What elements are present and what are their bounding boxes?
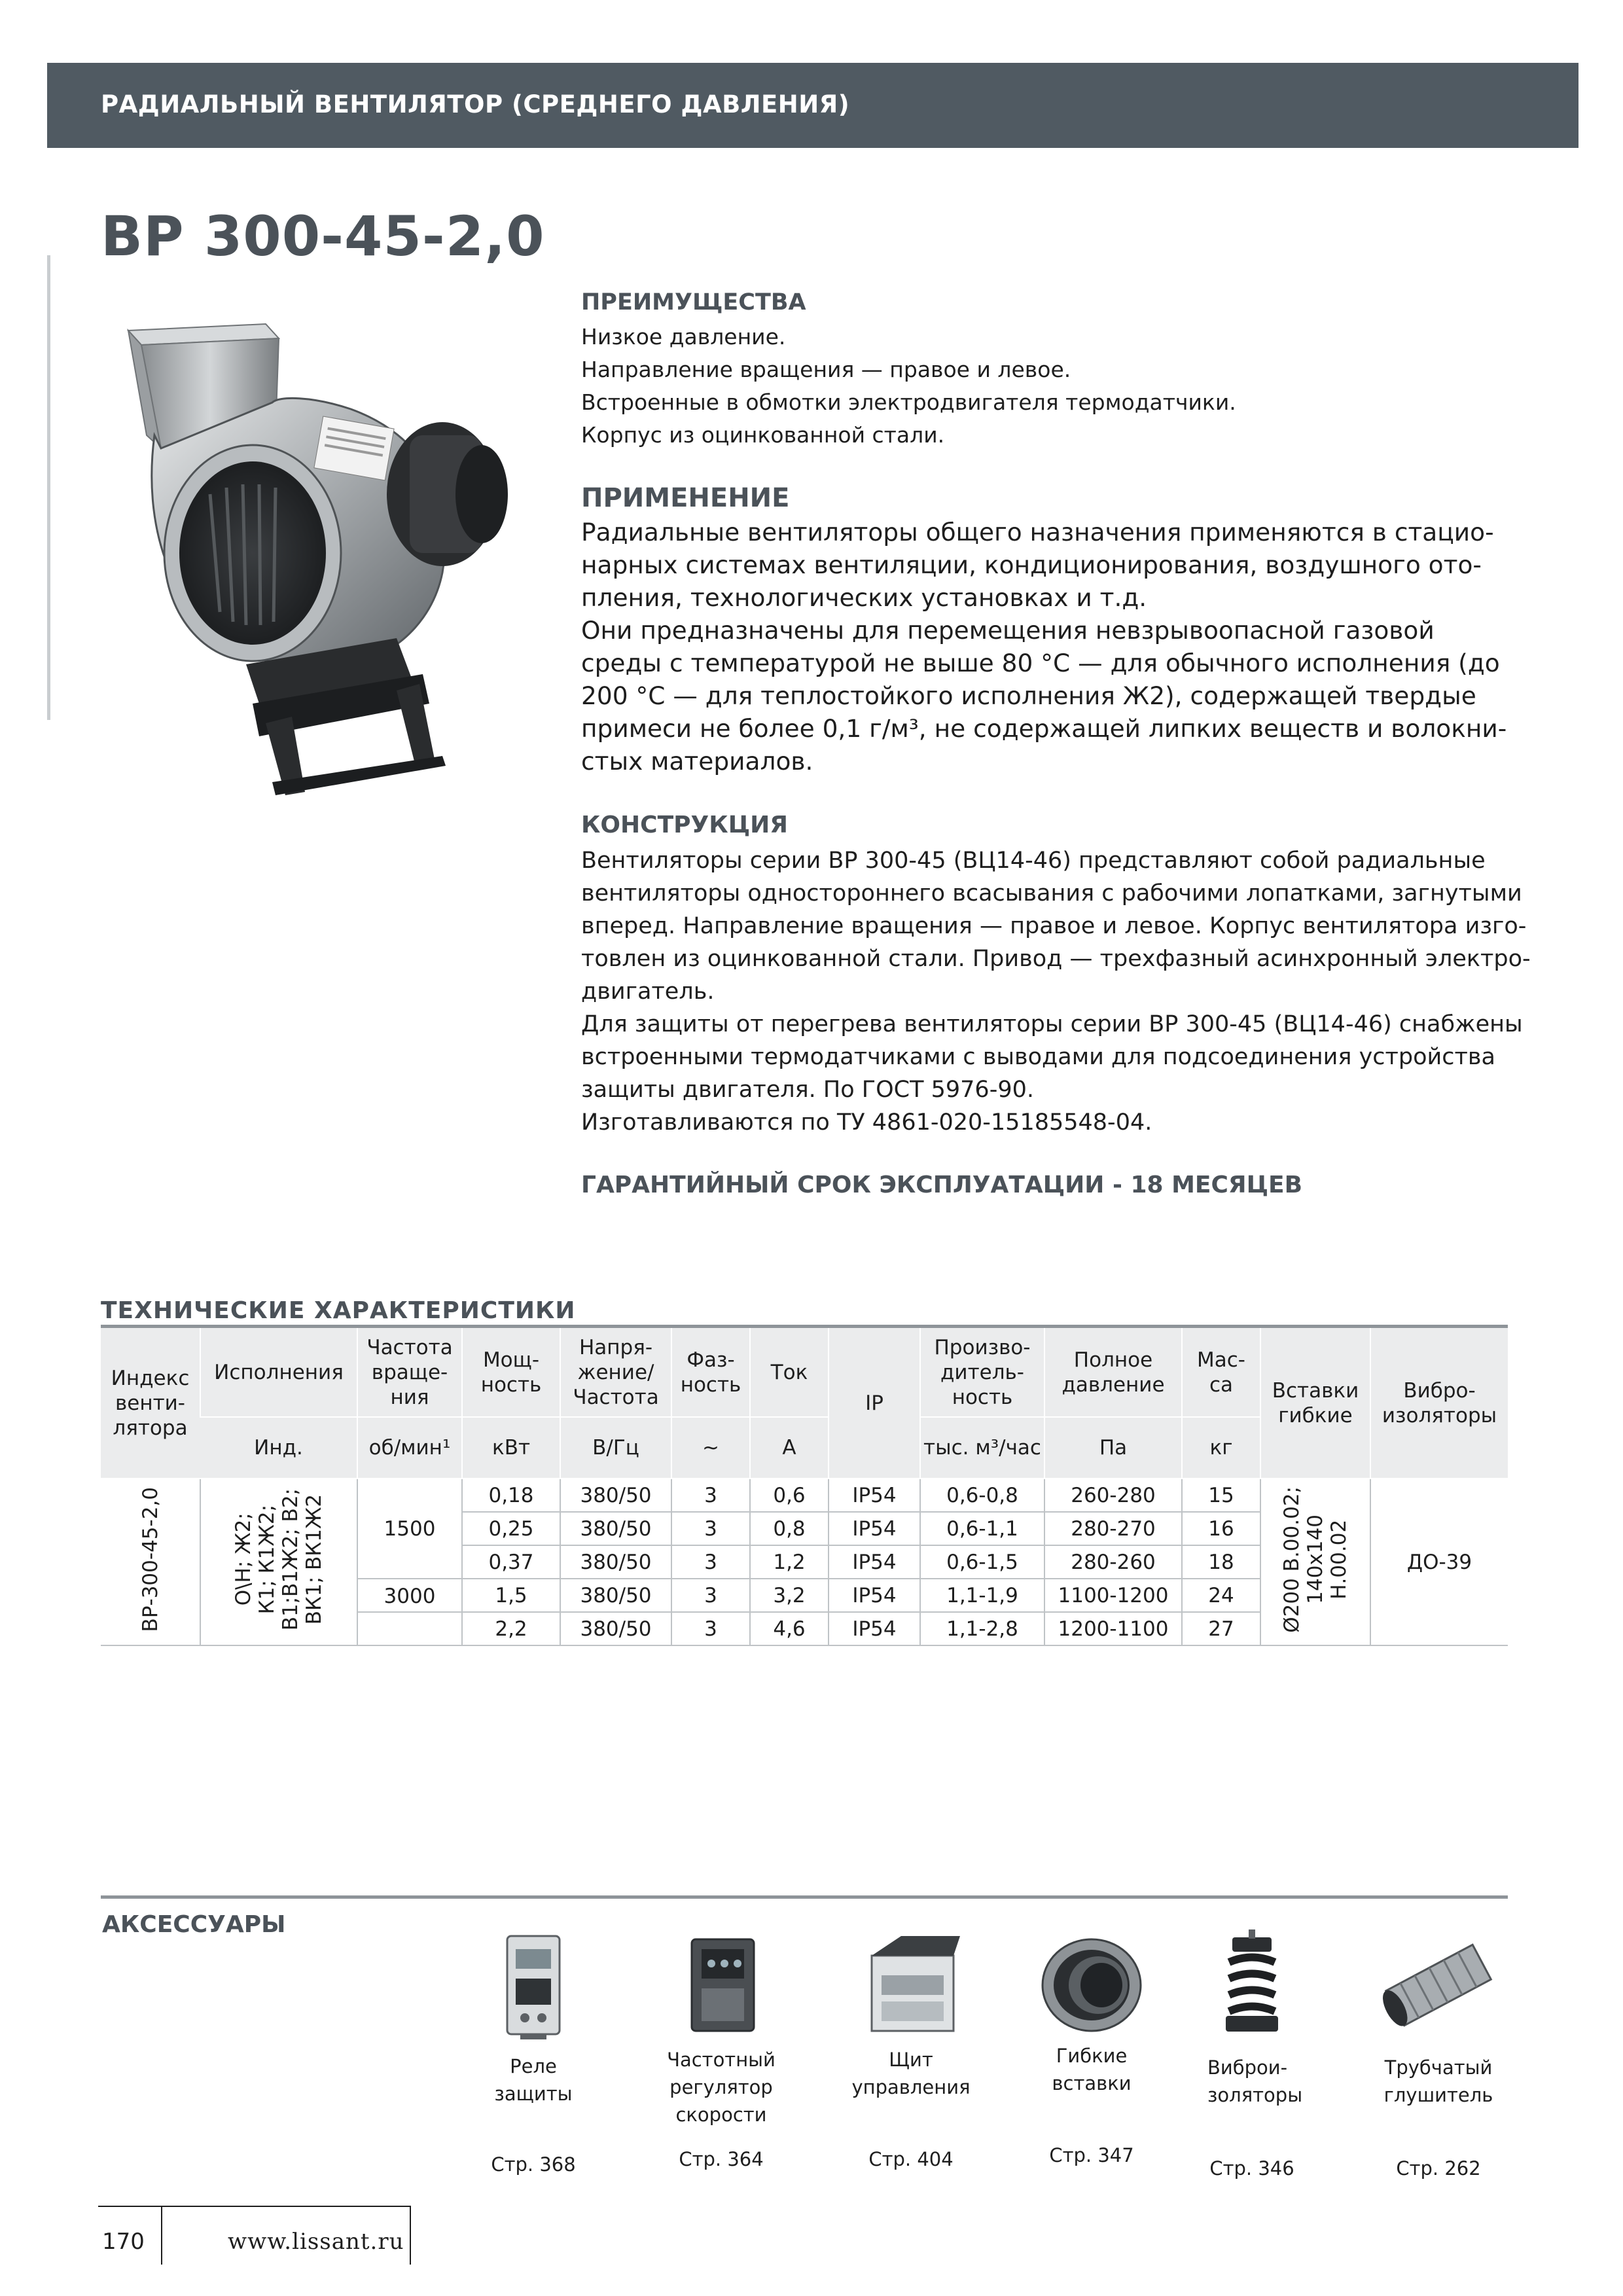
col-flow: Произво- дитель- ность <box>920 1328 1044 1417</box>
unit-power: кВт <box>462 1417 560 1479</box>
inserts-value: Ø200 В.00.02; 140х140 Н.00.02 <box>1280 1486 1351 1633</box>
flow-cell: 1,1-2,8 <box>920 1612 1044 1645</box>
footer-divider <box>161 2206 162 2265</box>
current-cell: 0,6 <box>750 1479 829 1512</box>
pressure-cell: 260-280 <box>1044 1479 1182 1512</box>
application-line: Радиальные вентиляторы общего назначения применяются в стацио- <box>581 518 1494 547</box>
left-rule <box>47 255 50 720</box>
unit-flow: тыс. м³/час <box>920 1417 1044 1479</box>
mass-cell: 15 <box>1182 1479 1260 1512</box>
col-current: Ток <box>750 1328 829 1417</box>
construction-line: встроенными термодатчиками с выводами для подсоединения устройства <box>581 1044 1496 1070</box>
voltage-cell: 380/50 <box>560 1479 671 1512</box>
col-mass: Мас- са <box>1182 1328 1260 1417</box>
advantage-line: Корпус из оцинкованной стали. <box>581 422 945 448</box>
unit-mass: кг <box>1182 1417 1260 1479</box>
mass-cell: 16 <box>1182 1512 1260 1545</box>
unit-current: А <box>750 1417 829 1479</box>
col-versions: Исполнения <box>200 1328 357 1417</box>
accessory-vibration-isolator[interactable] <box>1167 1929 1337 2179</box>
table-row <box>101 1479 1508 1512</box>
accessory-control-panel[interactable] <box>826 1929 996 2170</box>
power-cell: 0,18 <box>462 1479 560 1512</box>
accessory-relay[interactable] <box>448 1929 618 2176</box>
accessory-label: Частотный регулятор скорости <box>667 2049 776 2126</box>
application-line: нарных системах вентиляции, кондиционирования, воздушного ото- <box>581 550 1482 579</box>
voltage-cell: 380/50 <box>560 1512 671 1545</box>
ip-cell: IP54 <box>829 1545 920 1579</box>
voltage-cell: 380/50 <box>560 1612 671 1645</box>
mass-cell: 24 <box>1182 1579 1260 1612</box>
accessory-page[interactable]: Стр. 346 <box>1209 2157 1294 2179</box>
advantages-list <box>581 321 1236 452</box>
flow-cell: 0,6-0,8 <box>920 1479 1044 1512</box>
accessory-page[interactable]: Стр. 368 <box>491 2153 576 2176</box>
phase-cell: 3 <box>671 1479 750 1512</box>
ip-cell: IP54 <box>829 1479 920 1512</box>
application-heading: ПРИМЕНЕНИЕ <box>581 483 790 513</box>
unit-pressure: Па <box>1044 1417 1182 1479</box>
unit-phase: ~ <box>671 1417 750 1479</box>
application-line: пления, технологических установках и т.д. <box>581 583 1147 612</box>
ip-cell: IP54 <box>829 1612 920 1645</box>
application-line: примеси не более 0,1 г/м³, не содержащей липких веществ и волокни- <box>581 714 1507 743</box>
construction-line: защиты двигателя. По ГОСТ 5976-90. <box>581 1077 1034 1103</box>
index-value: ВР-300-45-2,0 <box>138 1486 162 1632</box>
col-index: Индекс венти- лятора <box>101 1328 200 1479</box>
frequency-cell: 3000 <box>357 1579 462 1612</box>
application-text <box>581 516 1507 778</box>
vibration-isolator-icon <box>1203 1929 1301 2041</box>
specs-title: ТЕХНИЧЕСКИЕ ХАРАКТЕРИСТИКИ <box>101 1297 576 1324</box>
col-ip: IP <box>829 1328 920 1479</box>
specs-table <box>101 1328 1508 1646</box>
warranty-note: ГАРАНТИЙНЫЙ СРОК ЭКСПЛУАТАЦИИ - 18 МЕСЯЦЕВ <box>581 1172 1303 1198</box>
pressure-cell: 1200-1100 <box>1044 1612 1182 1645</box>
header-bar <box>47 63 1578 148</box>
application-line: среды с температурой не выше 80 °С — для обычного исполнения (до <box>581 649 1500 677</box>
construction-line: Для защиты от перегрева вентиляторы серии ВР 300-45 (ВЦ14-46) снабжены <box>581 1011 1523 1037</box>
construction-text <box>581 844 1531 1139</box>
col-frequency: Частота враще- ния <box>357 1328 462 1417</box>
mass-cell: 27 <box>1182 1612 1260 1645</box>
construction-line: Вентиляторы серии ВР 300-45 (ВЦ14-46) представляют собой радиальные <box>581 848 1486 874</box>
fan-photo <box>115 298 541 808</box>
advantage-line: Низкое давление. <box>581 324 786 350</box>
construction-line: двигатель. <box>581 978 715 1005</box>
current-cell: 1,2 <box>750 1545 829 1579</box>
col-power: Мощ- ность <box>462 1328 560 1417</box>
col-inserts: Вставки гибкие <box>1260 1328 1370 1479</box>
accessory-label: Реле защиты <box>494 2055 573 2105</box>
phase-cell: 3 <box>671 1512 750 1545</box>
current-cell: 3,2 <box>750 1579 829 1612</box>
accessories-rule <box>101 1895 1508 1899</box>
col-pressure: Полное давление <box>1044 1328 1182 1417</box>
vibro-cell: ДО-39 <box>1370 1479 1508 1645</box>
unit-voltage: В/Гц <box>560 1417 671 1479</box>
pressure-cell: 1100-1200 <box>1044 1579 1182 1612</box>
col-vibro: Вибро- изоляторы <box>1370 1328 1508 1479</box>
col-phase: Фаз- ность <box>671 1328 750 1417</box>
control-panel-icon <box>855 1929 967 2041</box>
ip-cell: IP54 <box>829 1579 920 1612</box>
construction-line: товлен из оцинкованной стали. Привод — трехфазный асинхронный электро- <box>581 946 1531 972</box>
power-cell: 1,5 <box>462 1579 560 1612</box>
flow-cell: 0,6-1,1 <box>920 1512 1044 1545</box>
application-line: Они предназначены для перемещения невзрывоопасной газовой <box>581 616 1435 645</box>
accessory-page[interactable]: Стр. 404 <box>868 2148 954 2170</box>
accessory-label: Гибкие вставки <box>1052 2045 1132 2094</box>
accessory-label: Щит управления <box>851 2049 971 2098</box>
phase-cell: 3 <box>671 1579 750 1612</box>
col-voltage: Напря- жение/ Частота <box>560 1328 671 1417</box>
accessory-frequency-regulator[interactable] <box>636 1929 806 2170</box>
construction-heading: КОНСТРУКЦИЯ <box>581 812 788 838</box>
current-cell: 4,6 <box>750 1612 829 1645</box>
flow-cell: 0,6-1,5 <box>920 1545 1044 1579</box>
accessory-page[interactable]: Стр. 262 <box>1396 2157 1481 2179</box>
accessory-label: Виброи- золяторы <box>1207 2056 1303 2106</box>
frequency-cell <box>357 1612 462 1645</box>
voltage-cell: 380/50 <box>560 1545 671 1579</box>
advantage-line: Направление вращения — правое и левое. <box>581 357 1071 382</box>
frequency-regulator-icon <box>672 1929 770 2041</box>
advantages-heading: ПРЕИМУЩЕСТВА <box>581 289 806 315</box>
power-cell: 0,37 <box>462 1545 560 1579</box>
power-cell: 0,25 <box>462 1512 560 1545</box>
unit-frequency: об/мин¹ <box>357 1417 462 1479</box>
accessory-label: Трубчатый глушитель <box>1383 2056 1493 2106</box>
model-title: ВР 300-45-2,0 <box>101 204 545 268</box>
index-cell <box>101 1479 200 1645</box>
site-url[interactable]: www.lissant.ru <box>228 2229 404 2255</box>
tubular-silencer-icon <box>1376 1929 1501 2041</box>
application-line: 200 °С — для теплостойкого исполнения Ж2), содержащей твердые <box>581 681 1476 710</box>
ip-cell: IP54 <box>829 1512 920 1545</box>
phase-cell: 3 <box>671 1612 750 1645</box>
versions-cell <box>200 1479 357 1645</box>
pressure-cell: 280-270 <box>1044 1512 1182 1545</box>
application-line: стых материалов. <box>581 747 813 776</box>
power-cell: 2,2 <box>462 1612 560 1645</box>
voltage-cell: 380/50 <box>560 1579 671 1612</box>
accessories-title: АКСЕССУАРЫ <box>102 1911 286 1938</box>
flexible-insert-icon <box>1033 1929 1150 2041</box>
current-cell: 0,8 <box>750 1512 829 1545</box>
construction-line: Изготавливаются по ТУ 4861-020-15185548-04. <box>581 1109 1152 1136</box>
pressure-cell: 280-260 <box>1044 1545 1182 1579</box>
flow-cell: 1,1-1,9 <box>920 1579 1044 1612</box>
construction-line: вентиляторы одностороннего всасывания с рабочими лопатками, загнутыми <box>581 880 1522 906</box>
page-number: 170 <box>102 2229 145 2255</box>
versions-value: О\Н; Ж2; К1; К1Ж2; В1;В1Ж2; В2; ВК1; ВК1Ж2 <box>232 1488 326 1631</box>
inserts-cell <box>1260 1479 1370 1645</box>
advantage-line: Встроенные в обмотки электродвигателя термодатчики. <box>581 389 1236 415</box>
phase-cell: 3 <box>671 1545 750 1579</box>
accessory-tubular-silencer[interactable] <box>1353 1929 1524 2179</box>
construction-line: вперед. Направление вращения — правое и левое. Корпус вентилятора изго- <box>581 913 1527 939</box>
relay-icon <box>484 1929 582 2041</box>
accessory-page[interactable]: Стр. 347 <box>1049 2144 1134 2166</box>
header-title: РАДИАЛЬНЫЙ ВЕНТИЛЯТОР (СРЕДНЕГО ДАВЛЕНИЯ) <box>101 90 850 118</box>
accessory-page[interactable]: Стр. 364 <box>679 2148 764 2170</box>
frequency-cell: 1500 <box>357 1479 462 1579</box>
accessory-flexible-insert[interactable] <box>1007 1929 1177 2166</box>
unit-versions: Инд. <box>200 1417 357 1479</box>
mass-cell: 18 <box>1182 1545 1260 1579</box>
